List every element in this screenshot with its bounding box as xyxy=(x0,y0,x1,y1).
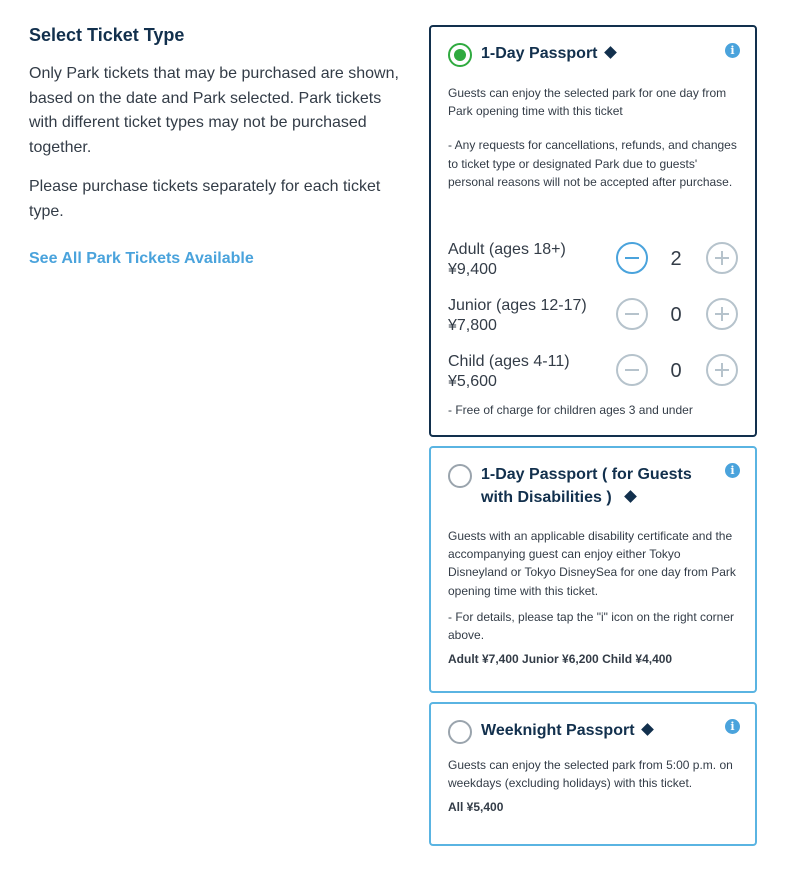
qty-price: ¥7,800 xyxy=(448,317,497,334)
qty-stepper xyxy=(616,354,738,390)
decrement-button[interactable] xyxy=(616,242,648,274)
qty-stepper xyxy=(616,242,738,278)
intro-paragraph-1: Only Park tickets that may be purchased are shown, based on the date and Park selected. Park tickets with different ticket types may not be purchased together. xyxy=(29,65,399,156)
info-icon[interactable]: i xyxy=(725,463,740,478)
increment-button[interactable] xyxy=(706,298,738,330)
qty-price: ¥5,600 xyxy=(448,373,497,390)
qty-value: 0 xyxy=(670,304,682,326)
ticket-title-line-2: with Disabilities ) xyxy=(481,488,612,506)
diamond-icon xyxy=(604,46,617,59)
ticket-card-weeknight-passport[interactable] xyxy=(429,702,757,846)
intro-panel xyxy=(29,25,399,268)
ticket-title-line-1: 1-Day Passport ( for Guests xyxy=(481,466,692,483)
qty-label: Adult (ages 18+) xyxy=(448,241,566,258)
decrement-button[interactable] xyxy=(616,354,648,386)
ticket-details-note: - For details, please tap the "i" icon on the right corner above. xyxy=(448,609,735,643)
qty-row-child xyxy=(448,352,738,392)
diamond-icon xyxy=(641,723,654,736)
decrement-button[interactable] xyxy=(616,298,648,330)
ticket-description: Guests can enjoy the selected park from 5:00 p.m. on weekdays (excluding holidays) with this ticket. xyxy=(448,758,733,791)
see-all-tickets-link[interactable]: See All Park Tickets Available xyxy=(29,249,254,267)
ticket-description: Guests with an applicable disability certificate and the accompanying guest can enjoy either Tokyo Disneyland or Tokyo DisneySea for one day from Park opening time with this ticket. xyxy=(448,529,736,598)
qty-price: ¥9,400 xyxy=(448,261,497,278)
ticket-prices: All ¥5,400 xyxy=(448,800,504,815)
ticket-prices: Adult ¥7,400 Junior ¥6,200 Child ¥4,400 xyxy=(448,652,673,667)
increment-button[interactable] xyxy=(706,242,738,274)
info-icon[interactable]: i xyxy=(725,719,740,734)
section-heading: Select Ticket Type xyxy=(29,25,185,45)
qty-value: 0 xyxy=(670,360,682,382)
radio-1-day-passport[interactable] xyxy=(448,43,472,67)
ticket-description: Guests can enjoy the selected park for one day from Park opening time with this ticket xyxy=(448,86,727,119)
ticket-title: Weeknight Passport xyxy=(481,722,635,739)
ticket-title: 1-Day Passport xyxy=(481,45,598,62)
qty-label: Junior (ages 12-17) xyxy=(448,297,587,314)
ticket-footnote: - Free of charge for children ages 3 and under xyxy=(448,403,693,417)
qty-value: 2 xyxy=(670,248,682,270)
qty-row-adult xyxy=(448,240,738,280)
qty-label: Child (ages 4-11) xyxy=(448,353,570,370)
ticket-policy: - Any requests for cancellations, refunds, and changes to ticket type or designated Park due to guests' personal reasons will not be accepted after purchase. xyxy=(448,138,737,189)
info-icon[interactable]: i xyxy=(725,43,740,58)
diamond-icon xyxy=(624,490,637,503)
radio-disabilities-passport[interactable] xyxy=(448,464,472,488)
qty-row-junior xyxy=(448,296,738,336)
qty-stepper xyxy=(616,298,738,334)
radio-weeknight-passport[interactable] xyxy=(448,720,472,744)
intro-paragraph-2: Please purchase tickets separately for each ticket type. xyxy=(29,178,381,220)
ticket-card-disabilities-passport[interactable] xyxy=(429,446,757,693)
ticket-card-1-day-passport[interactable] xyxy=(429,25,757,437)
increment-button[interactable] xyxy=(706,354,738,386)
